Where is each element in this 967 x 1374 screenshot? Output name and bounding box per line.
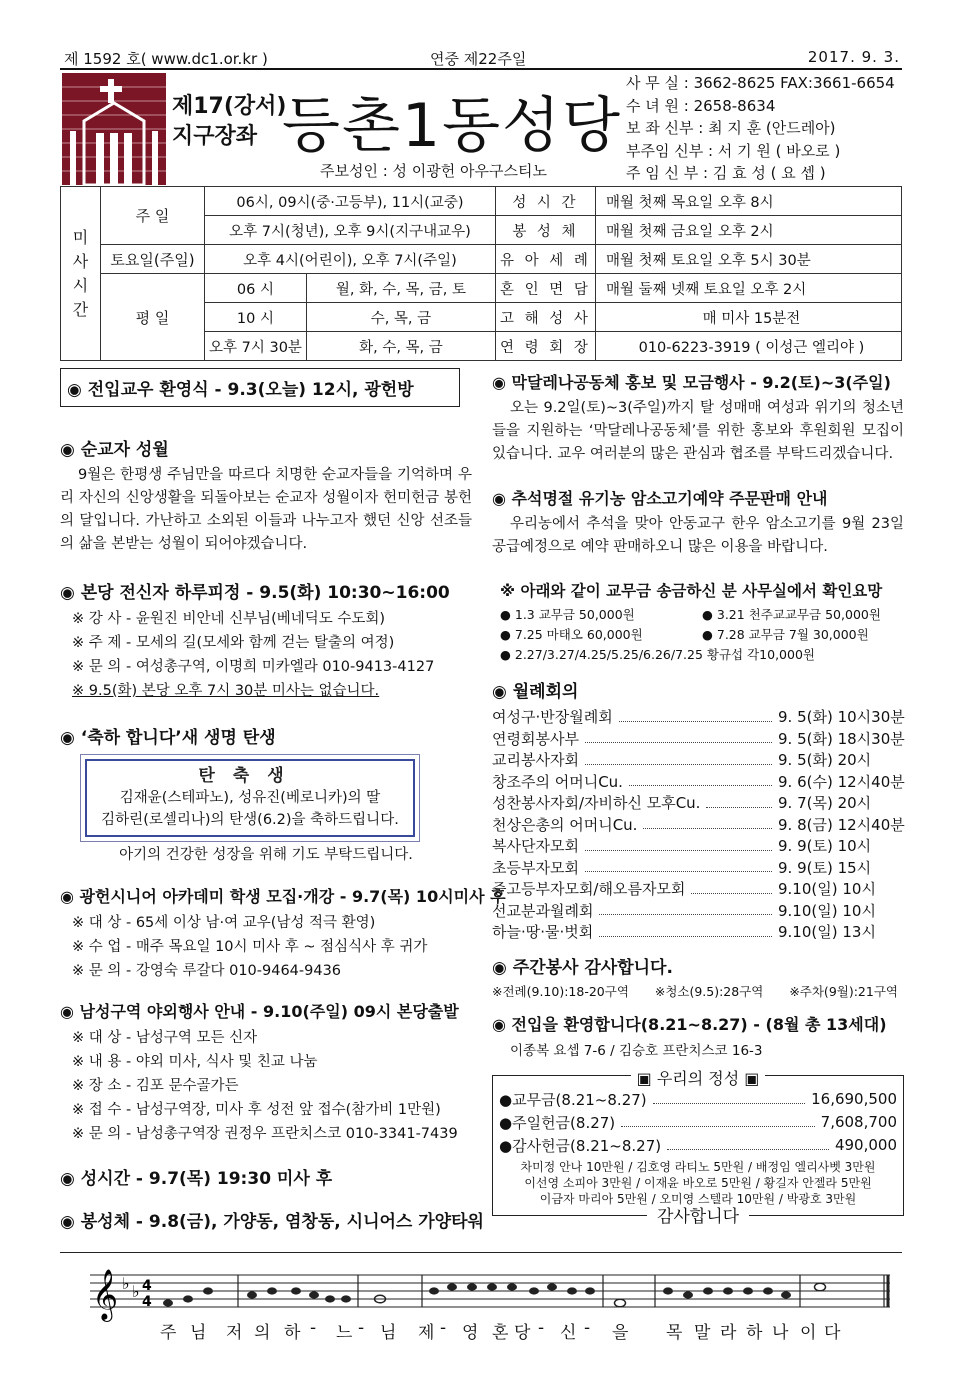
thanks-text: 감사합니다 <box>647 1207 749 1227</box>
offering-row <box>499 1088 897 1111</box>
weekday-time: 오후 7시 30분 <box>205 332 307 361</box>
welcome-notice: ◉ 전입교우 환영식 - 9.3(오늘) 12시, 광헌방 <box>67 380 414 400</box>
lyric-syllable: 하 <box>746 1323 763 1343</box>
lyric-syllable: 느 <box>336 1323 353 1343</box>
lyric-syllable: - <box>584 1318 591 1338</box>
volunteer-item: ※청소(9.5):28구역 <box>654 983 764 999</box>
church-logo <box>62 73 166 185</box>
sacrament-name: 연 령 회 장 <box>495 332 595 361</box>
meeting-time: 9.10(일) 10시 <box>778 880 876 899</box>
side-char: 시 <box>72 275 89 295</box>
side-char: 미 <box>72 227 89 247</box>
meeting-row <box>492 921 904 943</box>
offering-row <box>499 1111 897 1134</box>
lyric-syllable: - <box>538 1318 545 1338</box>
meeting-row <box>492 706 904 728</box>
right-column <box>492 370 905 1227</box>
retreat-title: ◉ 본당 전신자 하루피정 - 9.5(화) 10:30~16:00 <box>60 583 450 603</box>
sunday-times-2: 오후 7시(청년), 오후 9시(지구내교우) <box>205 216 496 245</box>
weekday-days: 화, 수, 목, 금 <box>306 332 495 361</box>
donor-line: 차미정 안나 10만원 / 김호영 라티노 5만원 / 배정임 엘리사벳 3만원 <box>520 1159 876 1174</box>
meeting-name: 선교분과월례회 <box>492 901 594 920</box>
sacrament-schedule: 매월 첫째 목요일 오후 8시 <box>595 187 901 216</box>
birth-card-inner <box>85 759 415 837</box>
issue-number: 제 1592 호( www.dc1.or.kr ) <box>64 50 268 68</box>
volunteer-item: ※주차(9월):21구역 <box>789 983 898 999</box>
remittance-item: ● 2.27/3.27/4.25/5.25/6.26/7.25 황규섭 각10,000원 <box>500 647 815 662</box>
welcome-box <box>60 368 460 407</box>
holy-hour-notice: ◉ 성시간 - 9.7(목) 19:30 미사 후 <box>60 1169 333 1189</box>
lyric-syllable: 저 <box>226 1323 243 1343</box>
svg-text:4: 4 <box>142 1294 152 1310</box>
remittance-list <box>492 605 904 665</box>
meeting-time: 9. 9(토) 10시 <box>778 837 872 856</box>
remittance-item: ● 1.3 교무금 50,000원 <box>500 607 635 622</box>
saturday-label: 토요일(주일) <box>101 245 205 274</box>
magdalena-title: ◉ 막달레나공동체 홍보 및 모금행사 - 9.2(토)~3(주일) <box>492 373 891 392</box>
meeting-row <box>492 728 904 750</box>
remittance-item: ● 7.25 마태오 60,000원 <box>500 627 643 642</box>
meeting-row <box>492 771 904 793</box>
associate-priest: 부주임 신부 : 서 기 원 ( 바오로 ) <box>626 141 841 160</box>
svg-text:4: 4 <box>142 1278 152 1294</box>
offering-label: ●주일헌금(8.27) <box>499 1113 616 1132</box>
beef-sale-title: ◉ 추석명절 유기농 암소고기예약 주문판매 안내 <box>492 489 828 508</box>
academy-title: ◉ 광헌시니어 아카데미 학생 모집·개강 - 9.7(목) 10시미사 후 <box>60 887 506 906</box>
weekday-time: 10 시 <box>205 303 307 332</box>
meeting-name: 창조주의 어머니Cu. <box>492 772 623 791</box>
meeting-row <box>492 814 904 836</box>
lyric-syllable: 님 <box>190 1323 207 1343</box>
meeting-name: 복사단자모회 <box>492 837 579 856</box>
meeting-name: 연령회봉사부 <box>492 729 579 748</box>
retreat-note: ※ 9.5(화) 본당 오후 7시 30분 미사는 없습니다. <box>72 683 380 699</box>
weekday-days: 수, 목, 금 <box>306 303 495 332</box>
volunteer-list <box>492 982 904 1000</box>
academy-note: ※ 수 업 - 매주 목요일 10시 미사 후 ~ 점심식사 후 귀가 <box>72 939 428 955</box>
lyric-syllable: 목 <box>666 1323 683 1343</box>
birth-title: ◉ ‘축하 합니다’새 생명 탄생 <box>60 728 276 748</box>
meeting-row <box>492 878 904 900</box>
lyric-syllable: 이 <box>800 1323 817 1343</box>
issue-date: 2017. 9. 3. <box>807 48 900 66</box>
retreat-note: ※ 주 제 - 모세의 길(모세와 함께 걷는 탈출의 여정) <box>72 635 395 651</box>
offering-row <box>499 1134 897 1157</box>
weekday-time: 06 시 <box>205 274 307 303</box>
lyric-syllable: 나 <box>772 1323 789 1343</box>
sacrament-name: 봉 성 체 <box>495 216 595 245</box>
retreat-note: ※ 문 의 - 여성총구역, 이명희 미카엘라 010-9413-4127 <box>72 659 435 675</box>
newcomer-title: ◉ 전입을 환영합니다(8.21~8.27) - (8월 총 13세대) <box>492 1014 887 1034</box>
lyric-syllable: - <box>310 1318 317 1338</box>
meeting-time: 9. 7(목) 20시 <box>778 794 872 813</box>
sacrament-name: 혼 인 면 담 <box>495 274 595 303</box>
outing-note: ※ 문 의 - 남성총구역장 권정우 프란치스코 010-3341-7439 <box>72 1126 458 1142</box>
district-label <box>172 92 286 152</box>
meeting-time: 9.10(일) 13시 <box>778 923 876 942</box>
meeting-time: 9. 6(수) 12시40분 <box>778 772 905 791</box>
birth-line: 김하린(로셀리나)의 탄생(6.2)을 축하드립니다. <box>101 812 399 828</box>
convent-phone: 수 녀 원 : 2658-8634 <box>626 96 776 115</box>
lyric-syllable: 신 <box>560 1323 577 1343</box>
left-column <box>60 368 506 1236</box>
office-phone: 사 무 실 : 3662-8625 FAX:3661-6654 <box>626 74 895 92</box>
lyric-syllable: 영 <box>462 1323 479 1343</box>
offering-label: ●감사헌금(8.21~8.27) <box>499 1136 662 1155</box>
sacrament-name: 성 시 간 <box>495 187 595 216</box>
lyric-syllable: 말 <box>694 1323 711 1343</box>
district-line-2: 지구장좌 <box>172 124 258 149</box>
patron-saint: 주보성인 : 성 이광헌 아우구스티노 <box>320 162 547 180</box>
academy-note: ※ 문 의 - 강영숙 루갈다 010-9464-9436 <box>72 963 342 979</box>
meetings-title: ◉ 월례회의 <box>492 682 579 702</box>
thanks-footer <box>493 1202 903 1227</box>
parish-name: 등촌1동성당 <box>282 91 622 161</box>
saturday-times: 오후 4시(어린이), 오후 7시(주일) <box>205 245 496 274</box>
sacrament-schedule: 매 미사 15분전 <box>595 303 901 332</box>
outing-note: ※ 대 상 - 남성구역 모든 신자 <box>72 1030 258 1046</box>
academy-note: ※ 대 상 - 65세 이상 남·여 교우(남성 적극 환영) <box>72 915 376 931</box>
remittance-title: ※ 아래와 같이 교무금 송금하신 분 사무실에서 확인요망 <box>500 582 883 600</box>
meeting-name: 천상은총의 어머니Cu. <box>492 815 638 834</box>
lyric-syllable: 라 <box>720 1323 737 1343</box>
meeting-time: 9. 8(금) 12시40분 <box>778 815 905 834</box>
volunteer-item: ※전례(9.10):18-20구역 <box>492 983 629 999</box>
liturgical-week: 연중 제22주일 <box>430 50 527 68</box>
offering-amount: 7,608,700 <box>820 1113 897 1131</box>
lyric-syllable: 하 <box>284 1323 301 1343</box>
side-char: 간 <box>72 299 89 319</box>
side-char: 사 <box>72 251 89 271</box>
meeting-row <box>492 749 904 771</box>
lyric-syllable: 혼 <box>492 1323 509 1343</box>
sacrament-schedule: 매월 첫째 토요일 오후 5시 30분 <box>595 245 901 274</box>
outing-title: ◉ 남성구역 야외행사 안내 - 9.10(주일) 09시 본당출발 <box>60 1002 459 1021</box>
birth-line: 김재윤(스테파노), 성유진(베로니카)의 딸 <box>119 790 381 806</box>
offering-title <box>493 1066 903 1089</box>
meeting-name: 중고등부자모회/해오름자모회 <box>492 880 686 899</box>
outing-note: ※ 내 용 - 야외 미사, 식사 및 친교 나눔 <box>72 1054 318 1070</box>
meeting-name: 성찬봉사자회/자비하신 모후Cu. <box>492 794 701 813</box>
outing-note: ※ 장 소 - 김포 문수골가든 <box>72 1078 239 1094</box>
meeting-time: 9. 5(화) 18시30분 <box>778 729 905 748</box>
meetings-list <box>492 706 904 943</box>
sacrament-name: 고 해 성 사 <box>495 303 595 332</box>
volunteer-title: ◉ 주간봉사 감사합니다. <box>492 957 673 978</box>
donor-line: 이금자 마리아 5만원 / 오미영 스텔라 10만원 / 박광호 3만원 <box>539 1191 857 1206</box>
meeting-time: 9. 5(화) 10시30분 <box>778 708 905 727</box>
offering-box <box>492 1068 904 1227</box>
outing-note: ※ 접 수 - 남성구역장, 미사 후 성전 앞 접수(참가비 1만원) <box>72 1102 441 1118</box>
pastor: 주 임 신 부 : 김 효 성 ( 요 셉 ) <box>626 164 826 182</box>
meeting-name: 여성구·반장월례회 <box>492 708 613 727</box>
martyr-month-title: ◉ 순교자 성월 <box>60 440 169 460</box>
birth-card-title: 탄축생 <box>198 766 302 786</box>
sacrament-schedule: 매월 첫째 금요일 오후 2시 <box>595 216 901 245</box>
svg-text:♭: ♭ <box>122 1274 130 1293</box>
offering-amount: 16,690,500 <box>811 1090 897 1108</box>
magdalena-text: 오는 9.2일(토)~3(주일)까지 탈 성매매 여성과 위기의 청소년들을 지원하는 ‘막달레나공동체’를 위한 홍보와 후원회원 모집이 있습니다. 교우 여러분의 많은 관심과 협조를 부탁드리겠습니다. <box>492 400 904 462</box>
birth-card <box>80 754 420 842</box>
lyric-syllable: - <box>440 1318 447 1338</box>
donor-line: 이선영 소피아 3만원 / 이재윤 바오로 5만원 / 황길자 안젤라 5만원 <box>524 1175 872 1190</box>
remittance-item: ● 3.21 천주교교무금 50,000원 <box>702 607 881 622</box>
mass-schedule-table <box>60 186 902 361</box>
sacrament-name: 유 아 세 례 <box>495 245 595 274</box>
lyric-syllable: - <box>358 1318 365 1338</box>
sacrament-schedule: 매월 둘째 넷째 토요일 오후 2시 <box>595 274 901 303</box>
offering-amount: 490,000 <box>834 1136 897 1154</box>
beef-sale-text: 우리농에서 추석을 맞아 안동교구 한우 암소고기를 9월 23일 공급예정으로 예약 판매하오니 많은 이용을 바랍니다. <box>492 516 904 555</box>
offering-title-text: ▣ 우리의 정성 ▣ <box>631 1069 766 1088</box>
meeting-row <box>492 792 904 814</box>
meeting-time: 9.10(일) 10시 <box>778 901 876 920</box>
district-line-1: 제17(강서) <box>172 94 287 119</box>
meeting-name: 초등부자모회 <box>492 858 579 877</box>
lyric-syllable: 을 <box>612 1323 629 1343</box>
sunday-label: 주 일 <box>101 187 205 245</box>
lyric-syllable: 당 <box>514 1323 531 1343</box>
lyric-syllable: 의 <box>254 1323 271 1343</box>
issue-strip <box>60 48 902 70</box>
retreat-note: ※ 강 사 - 윤원진 비안네 신부님(베네딕도 수도회) <box>72 611 386 627</box>
offering-label: ●교무금(8.21~8.27) <box>499 1090 647 1109</box>
weekday-label: 평 일 <box>101 274 205 361</box>
lyric-syllable: 다 <box>824 1323 841 1343</box>
sunday-times-1: 06시, 09시(중·고등부), 11시(교중) <box>205 187 496 216</box>
weekday-days: 월, 화, 수, 목, 금, 토 <box>306 274 495 303</box>
birth-prayer: 아기의 건강한 성장을 위해 기도 부탁드립니다. <box>119 847 413 863</box>
assistant-priest: 보 좌 신부 : 최 지 훈 (안드레아) <box>626 119 836 137</box>
meeting-time: 9. 9(토) 15시 <box>778 858 872 877</box>
mass-times-label <box>61 187 101 361</box>
meeting-row <box>492 857 904 879</box>
svg-text:♭: ♭ <box>132 1282 140 1301</box>
meeting-name: 하늘·땅·물·벗회 <box>492 923 594 942</box>
sacrament-schedule: 010-6223-3919 ( 이성근 엘리야 ) <box>595 332 901 361</box>
svg-text:𝄞: 𝄞 <box>92 1269 119 1320</box>
lyric-syllable: 주 <box>160 1323 177 1343</box>
lyric-syllable: 님 <box>380 1323 397 1343</box>
lyric-syllable: 제 <box>418 1323 435 1343</box>
martyr-month-text: 9월은 한평생 주님만을 따르다 치명한 순교자들을 기억하며 우리 자신의 신앙생활을 되돌아보는 순교자 성월이자 헌미헌금 봉헌의 달입니다. 가난하고 소외된 이들과 나누고자 했던 신앙 선조들의 삶을 본받는 성월이 되어야겠습니다. <box>60 467 472 552</box>
meeting-name: 교리봉사자회 <box>492 751 579 770</box>
contact-list <box>626 72 895 185</box>
meeting-row <box>492 835 904 857</box>
communion-notice: ◉ 봉성체 - 9.8(금), 가양동, 염창동, 시니어스 가양타워 <box>60 1212 484 1232</box>
music-score <box>60 1252 902 1362</box>
newcomer-names: 이종복 요셉 7-6 / 김승호 프란치스코 16-3 <box>510 1042 763 1059</box>
meeting-row <box>492 900 904 922</box>
meeting-time: 9. 5(화) 20시 <box>778 751 872 770</box>
remittance-item: ● 7.28 교무금 7월 30,000원 <box>702 627 869 642</box>
